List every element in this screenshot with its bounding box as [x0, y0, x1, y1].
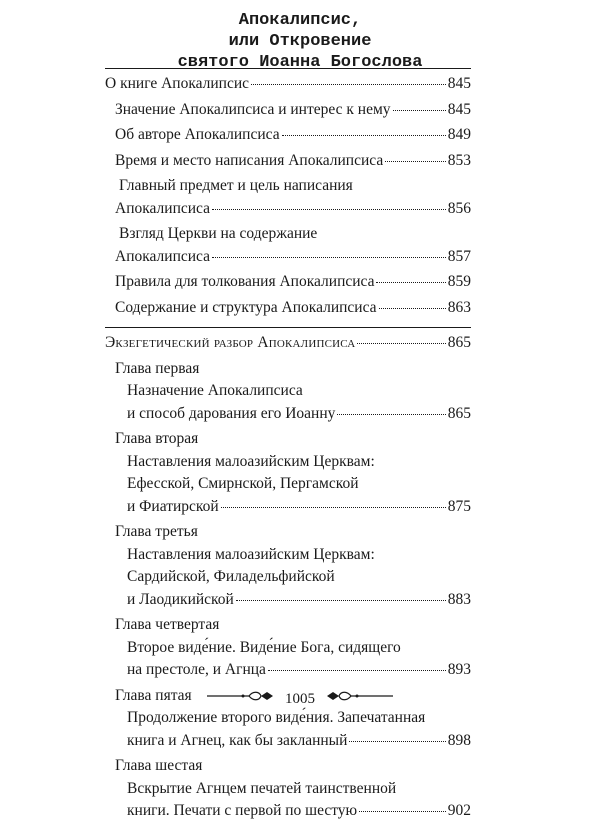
chapter-6-line: Вскрытие Агнцем печатей таинственной: [127, 779, 397, 797]
toc-entry-label: и Фиатирской: [127, 497, 219, 515]
toc-entry-label: книга и Агнец, как бы закланный: [127, 731, 348, 749]
page-number: 1005: [285, 690, 315, 707]
top-rule: [105, 68, 471, 69]
leader-dots: [359, 811, 446, 812]
title-line-2: или Откровение: [228, 32, 372, 51]
title-line-3: святого Иоанна Богослова: [177, 53, 423, 72]
toc-entry-label: Содержание и структура Апокалипсиса: [115, 298, 377, 316]
chapter-3-line: Сардийской, Филадельфийской: [127, 568, 335, 585]
toc-entry-page: 865: [447, 404, 471, 422]
toc-entry-page: 902: [447, 802, 471, 819]
toc-entry-page: 893: [447, 661, 471, 678]
ornament-right-icon: [325, 689, 395, 709]
toc-entry-page: 849: [447, 126, 471, 143]
toc-entry-about-5[interactable]: [105, 246, 471, 269]
toc-entry-chapter-2[interactable]: [105, 496, 471, 519]
leader-dots: [221, 507, 446, 508]
chapter-1-line: Назначение Апокалипсиса: [127, 382, 303, 399]
chapter-3-heading: Глава третья: [115, 523, 198, 540]
toc-entry-label: О книге Апокалипсис: [105, 75, 250, 92]
toc-entry-chapter-3[interactable]: [105, 589, 471, 612]
toc-entry-chapter-6[interactable]: [105, 800, 471, 823]
toc-entry-page: 845: [447, 100, 471, 118]
toc-entry-label: Апокалипсиса: [115, 247, 210, 265]
leader-dots: [236, 600, 446, 601]
toc-entry-page: 845: [447, 75, 471, 92]
toc-entry-page: 865: [447, 334, 471, 351]
leader-dots: [282, 135, 446, 136]
toc-entry-label: Значение Апокалипсиса и интерес к нему: [115, 100, 391, 118]
toc-entry-chapter-4[interactable]: [105, 659, 471, 682]
page-title: [0, 10, 600, 73]
toc-entry-page: 883: [447, 590, 471, 608]
toc-entry-about-6[interactable]: [105, 271, 471, 294]
leader-dots: [349, 741, 445, 742]
leader-dots: [212, 257, 446, 258]
toc-entry-label: Экзегетический разбор Апокалипсиса: [105, 334, 356, 351]
toc-entry-page: 898: [447, 731, 471, 749]
toc-entry-label: на престоле, и Агнца: [127, 661, 266, 678]
leader-dots: [393, 110, 446, 111]
chapter-5-heading: Глава пятая: [115, 686, 192, 704]
toc-entry-label: книги. Печати с первой по шестую: [127, 802, 358, 819]
leader-dots: [268, 670, 446, 671]
chapter-6-heading: Глава шестая: [115, 757, 203, 774]
toc-entry-about-2[interactable]: [105, 124, 471, 147]
leader-dots: [376, 282, 445, 283]
toc-entry-label: и способ дарования его Иоанну: [127, 404, 336, 422]
chapter-2-heading: Глава вторая: [115, 430, 199, 447]
chapter-2-line: Наставления малоазийским Церквам:: [127, 452, 375, 470]
toc-entry-page: 857: [447, 247, 471, 265]
toc-entry-exegesis[interactable]: [105, 332, 471, 355]
leader-dots: [337, 414, 445, 415]
toc-entry-label: Об авторе Апокалипсиса: [115, 126, 280, 143]
chapter-5-line: Продолжение второго виде́ния. Запечатанная: [127, 709, 426, 726]
section-rule: [105, 327, 471, 328]
toc-entry-label: и Лаодикийской: [127, 590, 234, 608]
toc-entry-about-1[interactable]: [105, 99, 471, 122]
toc-entry-page: 856: [447, 199, 471, 217]
leader-dots: [385, 161, 446, 162]
title-line-1: Апокалипсис,: [238, 11, 362, 30]
toc-entry-about-4-line1: Главный предмет и цель написания: [119, 177, 353, 194]
toc-entry-page: 863: [447, 298, 471, 316]
leader-dots: [357, 343, 445, 344]
toc-entry-page: 853: [447, 151, 471, 169]
leader-dots: [212, 209, 446, 210]
toc-entry-about-5-line1: Взгляд Церкви на содержание: [119, 225, 318, 242]
toc-entry-about-7[interactable]: [105, 297, 471, 320]
toc-entry-page: 859: [447, 273, 471, 290]
toc-entry-about-4[interactable]: [105, 198, 471, 221]
chapter-4-heading: Глава четвертая: [115, 616, 220, 633]
ornament-left-icon: [205, 689, 275, 709]
toc-entry-about[interactable]: [105, 73, 471, 96]
toc-entry-chapter-1[interactable]: [105, 403, 471, 426]
toc-entry-chapter-5[interactable]: [105, 730, 471, 753]
page-footer: [0, 688, 600, 709]
table-of-contents: [105, 68, 471, 823]
chapter-1-heading: Глава первая: [115, 359, 200, 377]
toc-entry-label: Апокалипсиса: [115, 199, 210, 217]
leader-dots: [379, 308, 446, 309]
leader-dots: [251, 84, 446, 85]
chapter-4-line: Второе виде́ние. Виде́ние Бога, сидящего: [127, 638, 401, 656]
toc-entry-about-3[interactable]: [105, 150, 471, 173]
toc-entry-page: 875: [447, 497, 471, 515]
chapter-3-line: Наставления малоазийским Церквам:: [127, 545, 375, 563]
toc-entry-label: Правила для толкования Апокалипсиса: [115, 273, 375, 290]
toc-entry-label: Время и место написания Апокалипсиса: [115, 151, 384, 169]
chapter-2-line: Ефесской, Смирнской, Пергамской: [127, 475, 359, 492]
